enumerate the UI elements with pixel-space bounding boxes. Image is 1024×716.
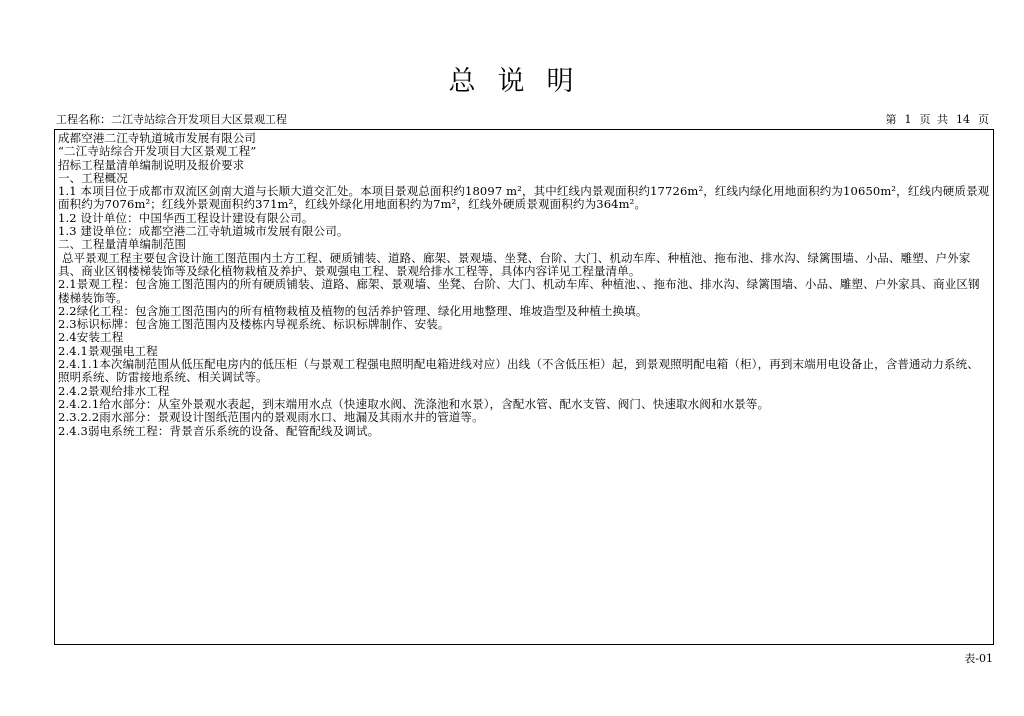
text-line: 2.3标识标牌：包含施工图范围内及楼栋内导视系统、标识标牌制作、安装。 <box>58 317 450 332</box>
text-line: 2.4.2景观给排水工程 <box>58 383 170 398</box>
text-line: 总平景观工程主要包含设计施工图范围内土方工程、硬质铺装、道路、廊架、景观墙、坐凳、台阶、大门、机动车库、种植池、拖布池、排水沟、绿篱围墙、小品、雕塑、户外家具、商业区钢楼梯装饰等及绿化植物栽植及养护、景观强电工程、景观给排水工程等，具体内容详见工程量清单。 <box>58 250 971 278</box>
content-body <box>58 132 990 438</box>
text-line: 一、工程概况 <box>58 170 128 185</box>
text-line: 2.4安装工程 <box>58 330 124 345</box>
text-line: 招标工程量清单编制说明及报价要求 <box>58 157 245 172</box>
text-line: 2.2绿化工程：包含施工图范围内的所有植物栽植及植物的包活养护管理、绿化用地整理、堆坡造型及种植土换填。 <box>58 303 648 318</box>
text-line: 2.4.1.1本次编制范围从低压配电房内的低压柜（与景观工程强电照明配电箱进线对应）出线（不含低压柜）起，到景观照明配电箱（柜），再到末端用电设备止，含普通动力系统、照明系统、防雷接地系统、相关调试等。 <box>58 357 979 385</box>
text-line: 成都空港二江寺轨道城市发展有限公司 <box>58 131 257 145</box>
text-line: 2.3.2.2雨水部分：景观设计图纸范围内的景观雨水口、地漏及其雨水井的管道等。 <box>58 410 484 425</box>
text-line: 2.4.2.1给水部分：从室外景观水表起，到末端用水点（快速取水阀、洗涤池和水景），含配水管、配水支管、阀门、快速取水阀和水景等。 <box>58 396 770 411</box>
page-total: 14 <box>956 113 970 126</box>
document-title: 总说明 <box>448 66 596 97</box>
page-prefix: 第 <box>885 113 897 126</box>
text-line: 二、工程量清单编制范围 <box>58 237 187 252</box>
page-indicator <box>882 112 994 128</box>
text-line: 2.1景观工程：包含施工图范围内的所有硬质铺装、道路、廊架、景观墙、坐凳、台阶、大门、机动车库、种植池、、拖布池、排水沟、绿篱围墙、小品、雕塑、户外家具、商业区钢楼梯装饰等。 <box>58 277 980 305</box>
text-line: 2.4.3弱电系统工程：背景音乐系统的设备、配管配线及调试。 <box>58 423 380 438</box>
page-mid: 页 共 <box>919 113 948 126</box>
text-line: 2.4.1景观强电工程 <box>58 343 158 358</box>
project-name-line <box>56 112 287 128</box>
content-frame <box>54 129 994 645</box>
text-line: 1.3 建设单位：成都空港二江寺轨道城市发展有限公司。 <box>58 224 349 239</box>
page-current: 1 <box>904 113 912 126</box>
text-line: 1.1 本项目位于成都市双流区剑南大道与长顺大道交汇处。本项目景观总面积约18097 m²，其中红线内景观面积约17726m²，红线内绿化用地面积约为10650m²，红线内硬质景观面积约为7076m²；红线外景观面积约371m²，红线外绿化用地面积约为7m²，红线外硬质景观面积约为364m²。 <box>58 184 990 212</box>
text-line: “二江寺站综合开发项目大区景观工程” <box>58 144 257 159</box>
text-line: 1.2 设计单位：中国华西工程设计建设有限公司。 <box>58 210 314 225</box>
table-code: 表-01 <box>964 652 993 665</box>
project-label: 工程名称： <box>56 113 111 126</box>
project-name: 二江寺站综合开发项目大区景观工程 <box>111 113 287 126</box>
page-suffix: 页 <box>978 113 989 126</box>
